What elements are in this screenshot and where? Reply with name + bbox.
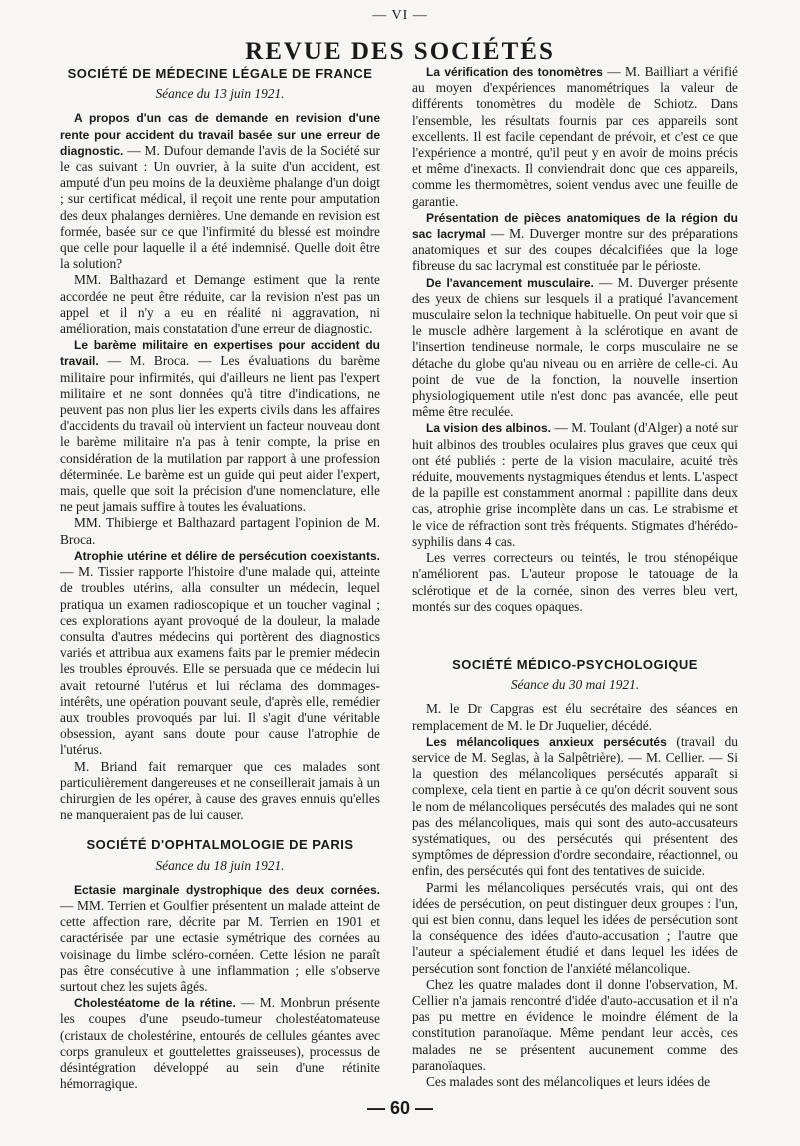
paragraph: M. Briand fait remarquer que ces malades sont particulièrement dangereuses et ne conseillerait jamais à un chirurgien de les opérer, à cause des graves ennuis qu'elles ne manqueraient pas de lui causer. [60, 758, 380, 823]
paragraph-heading: Ectasie marginale dystrophique des deux cornées. [74, 882, 380, 897]
paragraph-heading: Les mélancoliques anxieux persécutés [426, 734, 667, 749]
paragraph-text: — M. Toulant (d'Alger) a noté sur huit albinos des troubles oculaires plus graves que ceux qui ont été publiés : perte de la vision maculaire, acuité très réduite, mouvements nystagmiques étendus et lents. L'aspect de la papille est constamment anormal : papillite dans deux cas, atrophie grise incomplète dans un cas. Le strabisme et le vice de réfraction sont très fréquents. Stigmates d'hérédo-syphilis dans 4 cas. [412, 420, 738, 549]
paragraph-text: — MM. Terrien et Goulfier présentent un malade atteint de cette affection rare, décrite par M. Terrien en 1901 et caractérisée par une ectasie symétrique des cornées au voisinage du limbe scléro-cornéen. Cette lésion ne paraît pas être consécutive à une inflammation ; elle s'observe surtout chez les sujets âgés. [60, 897, 380, 994]
paragraph: Parmi les mélancoliques persécutés vrais, qui ont des idées de persécution, on peut distinguer deux groupes : l'un, qui est bien connu, dans lequel les idées de persécution sont la conséquence des idées d'auto-accusation ; l'autre que l'auteur a spécialement étudié et dans lequel les idées de persécution sont fonction de l'anxiété mélancolique. [412, 879, 738, 976]
section-heading-ophtalmologie: SOCIÉTÉ D'OPHTALMOLOGIE DE PARIS [86, 837, 354, 853]
paragraph-text: — M. Tissier rapporte l'histoire d'une malade qui, atteinte de troubles utérins, alla consulter un médecin, lequel pratiqua un examen radioscopique et un toucher vaginal ; ces explorations ayant provoqué de la douleur, la malade consulta d'autres médecins qui portèrent des diagnostics variés et attribua aux examens faits par le premier médecin les troubles éprouvés. Elle se persuada que ce médecin lui avait retourné l'utérus et lui réclama des dommages-intérêts, une opération pouvant seule, d'après elle, remédier aux troubles provoqués par lui. Il s'agit d'une véritable obsession, ayant sans doute pour cause l'atrophie de l'utérus. [60, 564, 380, 758]
paragraph-heading: La vision des albinos. [426, 421, 551, 436]
section-heading-medico-psychologique: SOCIÉTÉ MÉDICO-PSYCHOLOGIQUE [452, 656, 698, 672]
left-column [60, 64, 380, 1092]
paragraph-heading: La vérification des tonomètres [426, 65, 603, 79]
paragraph-text: (travail du service de M. Seglas, à la Salpêtrière). — M. Cellier. — Si la question des mélancoliques persécutés apparaît si complexe, cela tient en partie à ce qu'on décrit souvent sous le nom de mélancoliques persécutés des malades qui ne sont pas des mélancoliques, mais qui sont des auto-accusateurs systématiques, ou des persécutés qui présentent des symptômes de dépression d'ordre secondaire, réactionnel, ou enfin, des persécutés qui font des tentatives de suicide. [412, 733, 739, 879]
paragraph [412, 275, 738, 421]
paragraph-text: — M. Duverger montre sur des préparations anatomiques et sur des coupes décalcifiées que la loge fibreuse du sac lacrymal est constituée par le périoste. [412, 226, 738, 274]
paragraph [60, 110, 380, 272]
paragraph [412, 210, 738, 275]
paragraph [60, 882, 380, 995]
paragraph [412, 420, 738, 550]
paragraph-text: — M. Duverger présente des yeux de chiens sur lesquels il a pratiqué l'avancement musculaire selon la technique habituelle. On peut voir que si le muscle adhère largement à la sclérotique en avant de l'insertion tendineuse normale, le corps musculaire ne se détache du globe qu'au niveau ou en arrière de celle-ci. Au point de vue de la fonction, la nouvelle insertion physiologiquement utile n'est donc pas avancée, elle peut même être reculée. [412, 274, 739, 420]
paragraph-heading: De l'avancement musculaire. [426, 275, 594, 290]
paragraph [60, 995, 380, 1092]
seance-date: Séance du 13 juin 1921. [155, 86, 285, 102]
paragraph: M. le Dr Capgras est élu secrétaire des séances en remplacement de M. le Dr Juquelier, décédé. [412, 701, 738, 733]
paragraph-heading: A propos d'un cas de demande en revision d'une rente pour accident du travail basée sur une erreur de diagnostic. [60, 111, 380, 158]
page-title: REVUE DES SOCIÉTÉS [245, 38, 555, 65]
paragraph-heading: Atrophie utérine et délire de persécution coexistants. [74, 548, 380, 563]
paragraph: Les verres correcteurs ou teintés, le trou sténopéique n'améliorent pas. L'auteur propose le tatouage de la sclérotique et de la cornée, sinon des verres bleu vert, montés sur des coques opaques. [412, 550, 738, 614]
paragraph [60, 337, 380, 515]
page-number-roman: — VI — [372, 8, 428, 23]
seance-date: Séance du 18 juin 1921. [155, 857, 285, 873]
paragraph-text: — M. Bailliart a vérifié au moyen d'expériences manométriques la valeur de différents tonomètres du modèle de Schiotz. Dans l'ensemble, les résultats fournis par ces appareils sont excellents. Il est facile cependant de prévoir, et c'est ce que l'expérience a montré, qu'il peut y en avoir de moins précis et même d'inexacts. Il conviendrait donc que ces appareils, comme les thermomètres, soient vendus avec une feuille de garantie. [412, 64, 739, 209]
paragraph [412, 64, 738, 210]
paragraph-heading: Le barème militaire en expertises pour accident du travail. [60, 338, 380, 369]
paragraph-text: — M. Dufour demande l'avis de la Société sur le cas suivant : Un ouvrier, à la suite d'un accident, est amputé d'un peu moins de la deuxième phalange d'un doigt ; sur certificat médical, il reçoit une rente pour amputation des deux phalanges dernières. Une demande en revision est formée, basée sur ce que l'infirmité du blessé est moindre que celle pour laquelle il a été indemnisé. Quelle doit être la solution? [60, 142, 380, 272]
paragraph: Chez les quatre malades dont il donne l'observation, M. Cellier n'a jamais rencontré d'idée d'auto-accusation et il n'a pas pu mettre en évidence le moindre élément de la constitution paranoïaque. Même pendant leur accès, ces malades ne se présentent aucunement comme des paranoïaques. [412, 976, 738, 1073]
paragraph-text: — M. Monbrun présente les coupes d'une pseudo-tumeur cholestéatomateuse (cristaux de cholestérine, entourés de cellules géantes avec corps granuleux et gouttelettes graisseuses), processus de désintégration développé au sein d'une rétinite hémorragique. [60, 995, 380, 1092]
paragraph-text: — M. Broca. — Les évaluations du barème militaire pour infirmités, qui d'ailleurs ne lient pas l'expert militaire et ne sont données qu'à titre d'indications, ne peuvent pas non plus lier les experts civils dans les affaires d'accidents du travail où intervient un facteur nouveau dont le barème militaire n'a pas à tenir compte, la prise en considération de la mutilation par rapport à une profession déterminée. Le barème est un guide qui peut aider l'expert, mais, quelle que soit la précision d'une nomenclature, elle ne peut jamais suffire à toutes les évaluations. [60, 353, 380, 515]
seance-date: Séance du 30 mai 1921. [510, 677, 640, 693]
paragraph: Ces malades sont des mélancoliques et leurs idées de [426, 1073, 711, 1089]
paragraph [412, 734, 738, 880]
paragraph: MM. Balthazard et Demange estiment que la rente accordée ne peut être réduite, car la revision n'est pas un appel et il n'y a eu en réalité ni aggravation, ni amélioration, mais constatation d'une erreur de diagnostic. [60, 272, 380, 337]
paragraph-heading: Présentation de pièces anatomiques de la région du sac lacrymal [412, 210, 738, 242]
paragraph-heading: Cholestéatome de la rétine. [74, 996, 236, 1011]
section-heading-medecine-legale: SOCIÉTÉ DE MÉDECINE LÉGALE DE FRANCE [67, 66, 373, 81]
page-number: — 60 — [366, 1098, 434, 1118]
right-column [412, 64, 738, 1090]
paragraph: MM. Thibierge et Balthazard partagent l'opinion de M. Broca. [60, 515, 380, 547]
paragraph [60, 548, 380, 759]
